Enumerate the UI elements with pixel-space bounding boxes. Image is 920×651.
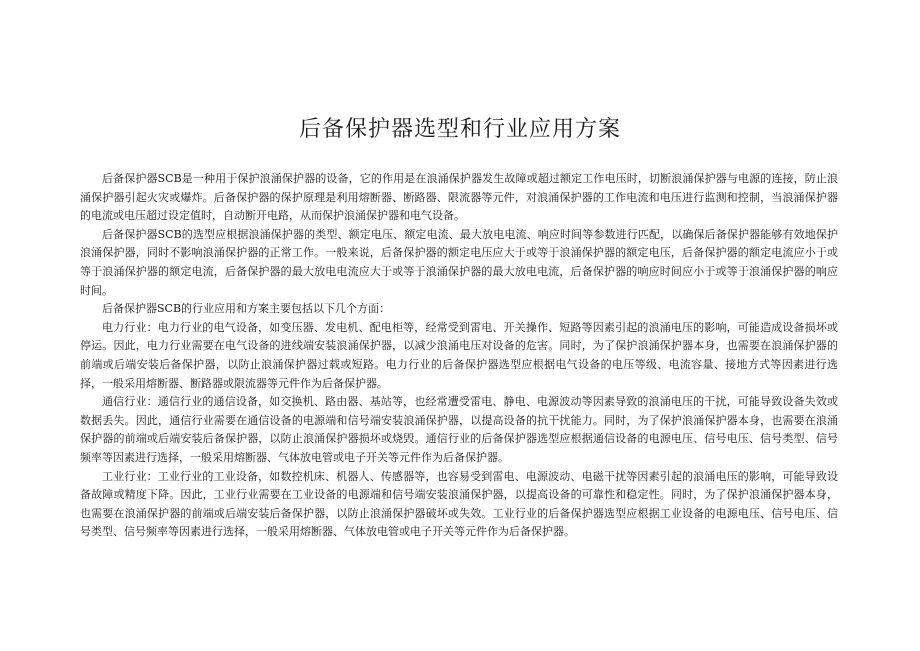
paragraph-applications-lead: 后备保护器SCB的行业应用和方案主要包括以下几个方面： xyxy=(102,302,391,316)
document-body xyxy=(80,170,838,542)
paragraph-selection: 后备保护器SCB的选型应根据浪涌保护器的类型、额定电压、额定电流、最大放电电流、响应时间等参数进行匹配，以确保后备保护器能够有效地保护浪涌保护器，同时不影响浪涌保护器的正常工作。一般来说，后备保护器的额定电压应大于或等于浪涌保护器的额定电压，后备保护器的额定电流应小于或等于浪涌保护器的额定电流，后备保护器的最大放电电流应大于或等于浪涌保护器的最大放电电流，后备保护器的响应时间应小于或等于浪涌保护器的响应时间。 xyxy=(80,227,838,297)
document-title: 后备保护器选型和行业应用方案 xyxy=(298,117,621,142)
paragraph-power-industry: 电力行业：电力行业的电气设备，如变压器、发电机、配电柜等，经常受到雷电、开关操作、短路等因素引起的浪涌电压的影响，可能造成设备损坏或停运。因此，电力行业需要在电气设备的进线端安装浪涌保护器，以减少浪涌电压对设备的危害。同时，为了保护浪涌保护器本身，也需要在浪涌保护器的前端或后端安装后备保护器，以防止浪涌保护器过载或短路。电力行业的后备保护器选型应根据电气设备的电压等级、电流容量、接地方式等因素进行选择，一般采用熔断器、断路器或限流器等元件作为后备保护器。 xyxy=(80,320,838,390)
paragraph-manufacturing-industry: 工业行业：工业行业的工业设备，如数控机床、机器人、传感器等，也容易受到雷电、电源波动、电磁干扰等因素引起的浪涌电压的影响，可能导致设备故障或精度下降。因此，工业行业需要在工业设备的电源端和信号端安装浪涌保护器，以提高设备的可靠性和稳定性。同时，为了保护浪涌保护器本身，也需要在浪涌保护器的前端或后端安装后备保护器，以防止浪涌保护器破坏或失效。工业行业的后备保护器选型应根据工业设备的电源电压、信号电压、信号类型、信号频率等因素进行选择，一般采用熔断器、气体放电管或电子开关等元件作为后备保护器。 xyxy=(80,469,838,539)
paragraph-telecom-industry: 通信行业：通信行业的通信设备，如交换机、路由器、基站等，也经常遭受雷电、静电、电源波动等因素导致的浪涌电压的干扰，可能导致设备失效或数据丢失。因此，通信行业需要在通信设备的电源端和信号端安装浪涌保护器，以提高设备的抗干扰能力。同时，为了保护浪涌保护器本身，也需要在浪涌保护器的前端或后端安装后备保护器，以防止浪涌保护器损坏或烧毁。通信行业的后备保护器选型应根据通信设备的电源电压、信号电压、信号类型、信号频率等因素进行选择，一般采用熔断器、气体放电管或电子开关等元件作为后备保护器。 xyxy=(80,395,838,464)
paragraph-intro: 后备保护器SCB是一种用于保护浪涌保护器的设备，它的作用是在浪涌保护器发生故障或超过额定工作电压时，切断浪涌保护器与电源的连接，防止浪涌保护器引起火灾或爆炸。后备保护器的保护原理是利用熔断器、断路器、限流器等元件，对浪涌保护器的工作电流和电压进行监测和控制，当浪涌保护器的电流或电压超过设定值时，自动断开电路，从而保护浪涌保护器和电气设备。 xyxy=(80,172,838,223)
